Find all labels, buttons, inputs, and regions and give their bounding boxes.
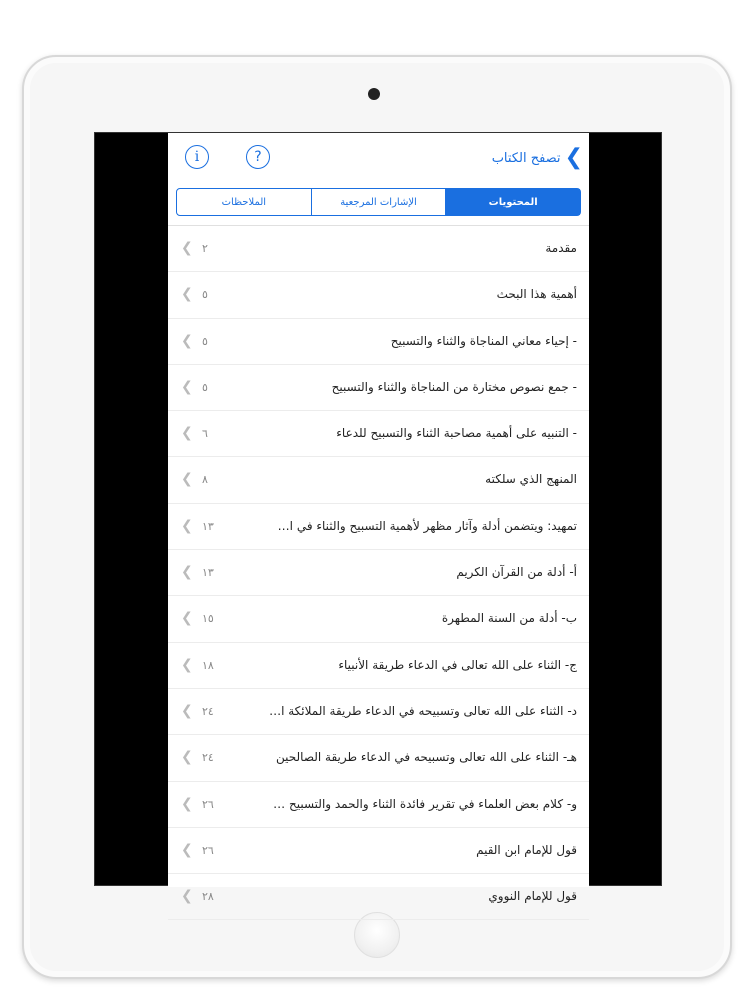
chevron-left-icon: ❮	[181, 656, 193, 673]
chevron-left-icon: ❮	[181, 841, 193, 858]
chevron-left-icon: ❮	[181, 286, 193, 303]
help-button[interactable]	[246, 145, 270, 169]
toc-page-number: ٥	[202, 334, 208, 348]
toc-row[interactable]	[168, 504, 589, 550]
toc-page-number: ٦	[202, 427, 208, 441]
camera-dot	[368, 88, 380, 100]
toc-title: د- الثناء على الله تعالى وتسبيحه في الدعاء طريقة الملائكة ا…	[269, 703, 577, 718]
chevron-left-icon: ❮	[181, 240, 193, 256]
chevron-left-icon: ❮	[181, 517, 193, 534]
toc-row[interactable]	[168, 782, 589, 828]
toc-title: ج- الثناء على الله تعالى في الدعاء طريقة الأنبياء	[338, 657, 577, 672]
toc-row[interactable]	[168, 411, 589, 457]
toc-row[interactable]	[168, 319, 589, 365]
info-button[interactable]	[185, 145, 209, 169]
tab-bookmarks[interactable]: الإشارات المرجعية	[311, 189, 446, 215]
toc-row[interactable]	[168, 689, 589, 735]
chevron-left-icon: ❮	[181, 564, 193, 581]
toc-page-number: ٥	[202, 288, 208, 302]
toc-page-number: ٨	[202, 473, 208, 487]
toc-row[interactable]	[168, 596, 589, 642]
toc-row[interactable]	[168, 874, 589, 920]
tab-contents[interactable]: المحتويات	[445, 189, 580, 215]
toc-title: قول للإمام النووي	[488, 889, 577, 904]
chevron-left-icon: ❮	[181, 332, 193, 349]
toc-row[interactable]	[168, 828, 589, 874]
chevron-right-icon: ❯	[564, 145, 583, 170]
toc-row[interactable]	[168, 272, 589, 318]
toc-title: أ- أدلة من القرآن الكريم	[456, 565, 577, 580]
toc-title: المنهج الذي سلكته	[485, 472, 577, 487]
toc-page-number: ٢٤	[202, 751, 214, 765]
navbar	[168, 133, 589, 183]
back-button[interactable]	[492, 147, 583, 169]
toc-row[interactable]	[168, 457, 589, 503]
toc-title: - التنبيه على أهمية مصاحبة الثناء والتسبيح للدعاء	[336, 426, 577, 441]
toc-title: قول للإمام ابن القيم	[476, 842, 577, 857]
toc-page-number: ١٣	[202, 566, 214, 580]
toc-title: - جمع نصوص مختارة من المناجاة والثناء والتسبيح	[331, 379, 577, 394]
chevron-left-icon: ❮	[181, 425, 193, 442]
chevron-left-icon: ❮	[181, 702, 193, 719]
toc-title: ب- أدلة من السنة المطهرة	[441, 611, 577, 626]
toc-page-number: ١٨	[202, 658, 214, 672]
toc-page-number: ٥	[202, 380, 208, 394]
toc-title: و- كلام بعض العلماء في تقرير فائدة الثناء والحمد والتسبيح …	[273, 796, 577, 811]
chevron-left-icon: ❮	[181, 795, 193, 812]
toc-row[interactable]	[168, 735, 589, 781]
toc-page-number: ٢٤	[202, 704, 214, 718]
chevron-left-icon: ❮	[181, 610, 193, 627]
toc-title: أهمية هذا البحث	[496, 287, 577, 302]
toc-row[interactable]	[168, 550, 589, 596]
back-label: تصفح الكتاب	[491, 150, 561, 166]
chevron-left-icon: ❮	[181, 749, 193, 766]
tab-notes[interactable]: الملاحظات	[221, 196, 267, 208]
toc-row[interactable]	[168, 226, 589, 272]
toc-row[interactable]	[168, 365, 589, 411]
toc-page-number: ٢٦	[202, 843, 214, 857]
chevron-left-icon: ❮	[181, 888, 193, 905]
toc-panel	[168, 133, 589, 905]
toc-page-number: ١٣	[202, 519, 214, 533]
tablet-screen	[94, 132, 662, 905]
toc-title: تمهيد: ويتضمن أدلة وآثار مظهر لأهمية التسبيح والثناء في ا…	[277, 518, 577, 533]
toc-row[interactable]	[168, 643, 589, 689]
help-icon: ?	[254, 149, 262, 165]
info-icon: i	[194, 149, 200, 165]
toc-page-number: ٢	[202, 242, 208, 255]
chevron-left-icon: ❮	[181, 471, 193, 488]
toc-title: - إحياء معاني المناجاة والثناء والتسبيح	[390, 333, 577, 348]
chevron-left-icon: ❮	[181, 378, 193, 395]
toc-title: هـ- الثناء على الله تعالى وتسبيحه في الدعاء طريقة الصالحين	[276, 750, 577, 765]
segmented-control	[176, 188, 581, 216]
toc-page-number: ٢٦	[202, 797, 214, 811]
toc-page-number: ٢٨	[202, 890, 214, 904]
toc-page-number: ١٥	[202, 612, 214, 626]
toc-list	[168, 225, 589, 920]
toc-title: مقدمة	[545, 241, 577, 255]
